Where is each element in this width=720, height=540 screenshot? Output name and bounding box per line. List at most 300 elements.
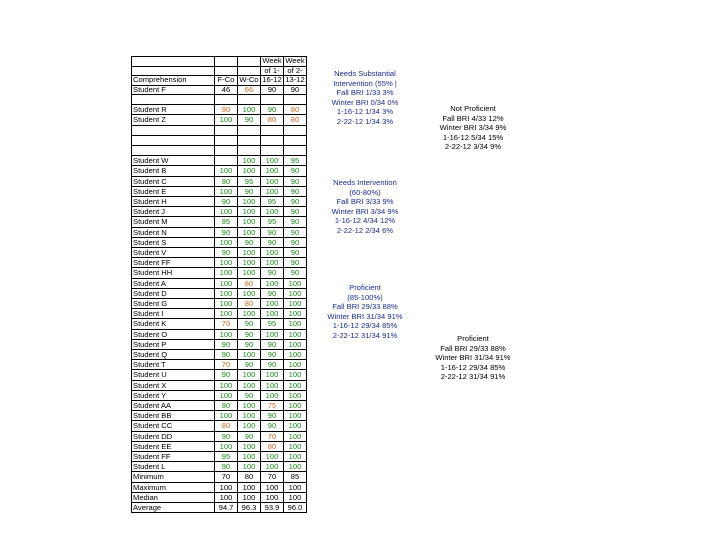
row-label: Student U (132, 370, 215, 380)
row-label (132, 66, 215, 76)
score-cell (215, 145, 238, 155)
score-cell: 100 (238, 105, 261, 115)
score-cell: 90 (284, 247, 307, 257)
score-cell (284, 145, 307, 155)
row-label: Student E (132, 186, 215, 196)
score-cell: F-Co (215, 76, 238, 86)
score-cell: 100 (215, 166, 238, 176)
score-cell: 96.3 (238, 503, 261, 513)
score-cell: 100 (238, 247, 261, 257)
score-cell: 70 (215, 472, 238, 482)
score-cell: 100 (261, 258, 284, 268)
score-cell: 100 (284, 421, 307, 431)
row-label: Student DD (132, 431, 215, 441)
score-cell: 90 (284, 207, 307, 217)
header-row (132, 85, 307, 95)
row-label (132, 95, 215, 105)
score-cell (238, 66, 261, 76)
table-row (132, 186, 307, 196)
row-label: Student Y (132, 390, 215, 400)
score-cell: 100 (215, 390, 238, 400)
score-cell (215, 135, 238, 145)
needs-substantial-box (322, 69, 408, 131)
box-line: 2-22-12 31/34 91% (440, 372, 506, 382)
score-cell: Week (285, 56, 305, 65)
score-cell: 90 (284, 196, 307, 206)
score-cell: 100 (261, 452, 284, 462)
score-cell: 100 (284, 390, 307, 400)
score-cell: 100 (261, 492, 284, 502)
score-cell: 100 (284, 339, 307, 349)
score-cell: 95 (261, 217, 284, 227)
box-line: (60-80%) (349, 187, 381, 197)
score-cell: 80 (238, 472, 261, 482)
score-cell: 100 (238, 207, 261, 217)
score-cell: 100 (284, 278, 307, 288)
score-cell: 90 (215, 431, 238, 441)
table-row (132, 196, 307, 206)
box-line: Needs Intervention (333, 178, 397, 187)
score-cell: 90 (215, 247, 238, 257)
score-cell: 95 (238, 176, 261, 186)
score-cell: 90 (261, 350, 284, 360)
row-label: Student BB (132, 411, 215, 421)
row-label: Student X (132, 380, 215, 390)
score-cell: 90 (261, 227, 284, 237)
row-label: Student S (132, 237, 215, 247)
row-label: Student HH (132, 268, 215, 278)
box-line: 1-16-12 29/34 85% (332, 321, 398, 331)
table-row (132, 401, 307, 411)
table-row (132, 237, 307, 247)
table-row (132, 431, 307, 441)
score-cell: 46 (215, 85, 238, 95)
score-cell: 80 (284, 105, 307, 115)
box-line: 1-16-12 4/34 12% (334, 216, 396, 226)
row-label: Student P (132, 339, 215, 349)
score-cell: 90 (284, 176, 307, 186)
score-cell: 90 (215, 196, 238, 206)
score-cell: 100 (261, 309, 284, 319)
score-cell: 96.0 (284, 503, 307, 513)
score-cell: 100 (261, 370, 284, 380)
row-label: Student FF (132, 452, 215, 462)
score-cell: 100 (238, 309, 261, 319)
score-cell: 100 (284, 462, 307, 472)
score-cell: 100 (261, 247, 284, 257)
score-cell: 100 (215, 258, 238, 268)
blank-row (132, 95, 307, 105)
header-row (132, 66, 307, 76)
table-row (132, 329, 307, 339)
score-cell (215, 66, 238, 76)
box-line: Not Proficient (450, 104, 496, 113)
score-cell: 95 (284, 156, 307, 166)
score-cell: 80 (284, 115, 307, 125)
score-cell: 100 (284, 350, 307, 360)
score-cell: 90 (261, 288, 284, 298)
blank-row (132, 145, 307, 155)
score-cell: of 1- (261, 66, 284, 76)
score-cell: 100 (238, 411, 261, 421)
table-row (132, 227, 307, 237)
score-cell: 90 (261, 360, 284, 370)
box-line: Winter BRI 31/34 91% (435, 353, 511, 363)
score-cell: 100 (238, 227, 261, 237)
score-cell (284, 125, 307, 135)
box-line: 2-22-12 3/34 9% (444, 142, 502, 152)
box-line: 1-16-12 29/34 85% (440, 362, 506, 372)
table-row (132, 115, 307, 125)
score-cell: 100 (215, 492, 238, 502)
score-cell: 100 (284, 411, 307, 421)
score-cell: 90 (238, 319, 261, 329)
row-label: Student AA (132, 401, 215, 411)
score-cell: 13-12 (285, 75, 305, 84)
score-cell: 100 (238, 441, 261, 451)
score-cell: 16-12 (262, 75, 282, 84)
table-row (132, 370, 307, 380)
score-cell: 94.7 (215, 503, 238, 513)
score-cell: 90 (284, 85, 307, 95)
score-cell: 100 (284, 288, 307, 298)
score-cell: 90 (261, 85, 284, 95)
score-cell (238, 57, 261, 67)
score-cell: 90 (215, 105, 238, 115)
score-cell: 100 (261, 278, 284, 288)
score-cell: 100 (215, 309, 238, 319)
summary-row (132, 472, 307, 482)
row-label: Student C (132, 176, 215, 186)
row-label: Student I (132, 309, 215, 319)
table-row (132, 217, 307, 227)
table-row (132, 258, 307, 268)
score-cell (261, 95, 284, 105)
needs-intervention-box (322, 178, 408, 240)
row-label: Student N (132, 227, 215, 237)
table-row (132, 268, 307, 278)
score-cell: 70 (261, 431, 284, 441)
proficient-summary-box (424, 334, 522, 384)
score-cell (238, 145, 261, 155)
box-line: (85-100%) (347, 292, 383, 302)
score-cell: 100 (284, 329, 307, 339)
score-cell: 100 (284, 370, 307, 380)
row-label: Student CC (132, 421, 215, 431)
score-cell: 100 (238, 380, 261, 390)
score-cell: 90 (215, 462, 238, 472)
summary-row (132, 482, 307, 492)
score-cell: 100 (284, 441, 307, 451)
score-cell: 100 (261, 390, 284, 400)
score-cell: 90 (284, 237, 307, 247)
score-cell: 80 (261, 441, 284, 451)
score-cell: 90 (238, 186, 261, 196)
student-scores-table (131, 56, 307, 513)
table-row (132, 176, 307, 186)
score-cell: 100 (261, 166, 284, 176)
table-row (132, 452, 307, 462)
score-cell: 100 (215, 411, 238, 421)
score-cell: 100 (238, 217, 261, 227)
row-label: Student T (132, 360, 215, 370)
score-cell: 100 (284, 319, 307, 329)
summary-row (132, 492, 307, 502)
row-label: Comprehension (132, 76, 215, 86)
row-label (132, 135, 215, 145)
score-cell: 100 (238, 268, 261, 278)
score-cell (261, 125, 284, 135)
score-cell: 100 (238, 452, 261, 462)
row-label: Student F (132, 85, 215, 95)
box-line: 2-22-12 1/34 3% (336, 116, 394, 126)
score-cell: of 2- (284, 66, 307, 76)
row-label: Student A (132, 278, 215, 288)
row-label: Average (132, 503, 215, 513)
row-label: Student O (132, 329, 215, 339)
score-cell (238, 135, 261, 145)
score-cell: 90 (284, 268, 307, 278)
header-row (132, 57, 307, 67)
score-cell: 90 (261, 411, 284, 421)
row-label: Student D (132, 288, 215, 298)
score-cell: 100 (238, 492, 261, 502)
score-cell: 93.9 (261, 503, 284, 513)
score-cell: 100 (238, 196, 261, 206)
score-cell: 90 (215, 370, 238, 380)
table-row (132, 105, 307, 115)
score-cell: 90 (284, 227, 307, 237)
score-cell (238, 95, 261, 105)
score-cell: 100 (284, 482, 307, 492)
box-line: 2-22-12 31/34 91% (332, 330, 398, 340)
score-cell (284, 135, 307, 145)
table-row (132, 299, 307, 309)
row-label: Student B (132, 166, 215, 176)
score-cell: 90 (215, 350, 238, 360)
score-cell: 100 (238, 401, 261, 411)
box-line: Winter BRI 0/34 0% (331, 97, 399, 107)
row-label: Student M (132, 217, 215, 227)
row-label (132, 145, 215, 155)
score-cell: 90 (215, 401, 238, 411)
box-line: Needs Substantial (334, 69, 396, 78)
box-line: Fall BRI 29/33 88% (332, 302, 398, 312)
score-cell: 80 (238, 278, 261, 288)
box-line: Fall BRI 4/33 12% (442, 113, 504, 123)
score-cell: 90 (284, 166, 307, 176)
table-row (132, 441, 307, 451)
blank-row (132, 125, 307, 135)
score-cell: 90 (261, 237, 284, 247)
score-cell: 100 (284, 492, 307, 502)
score-cell: 90 (261, 268, 284, 278)
score-cell: 100 (215, 441, 238, 451)
table-row (132, 462, 307, 472)
box-line: Fall BRI 1/33 3% (336, 88, 394, 98)
score-cell: 90 (261, 105, 284, 115)
score-cell: 90 (284, 258, 307, 268)
row-label: Median (132, 492, 215, 502)
table-row (132, 380, 307, 390)
table-row (132, 339, 307, 349)
score-cell: 70 (215, 360, 238, 370)
score-cell: 100 (261, 207, 284, 217)
score-cell: 100 (215, 288, 238, 298)
score-cell: 90 (238, 360, 261, 370)
score-cell: 100 (238, 258, 261, 268)
row-label: Student V (132, 247, 215, 257)
score-cell: 100 (215, 329, 238, 339)
score-cell: 100 (261, 482, 284, 492)
score-cell: 100 (215, 268, 238, 278)
score-cell: 100 (215, 278, 238, 288)
score-cell (215, 57, 238, 67)
table-row (132, 390, 307, 400)
score-cell: 100 (284, 309, 307, 319)
row-label: Student L (132, 462, 215, 472)
row-label: Student Q (132, 350, 215, 360)
score-cell: 100 (238, 288, 261, 298)
score-cell: 90 (215, 176, 238, 186)
header-row (132, 76, 307, 86)
score-cell: 90 (284, 186, 307, 196)
score-cell: 100 (284, 431, 307, 441)
score-cell (261, 135, 284, 145)
row-label: Student EE (132, 441, 215, 451)
score-cell (261, 145, 284, 155)
score-cell (215, 95, 238, 105)
row-label: Student FF (132, 258, 215, 268)
score-cell: 100 (284, 452, 307, 462)
score-cell (238, 125, 261, 135)
score-cell: 100 (261, 380, 284, 390)
box-line: 1-16-12 1/34 3% (336, 107, 394, 117)
score-cell: 70 (261, 472, 284, 482)
score-cell: 100 (284, 360, 307, 370)
score-cell: 100 (238, 462, 261, 472)
score-cell: 95 (261, 196, 284, 206)
score-cell: Week (262, 56, 282, 65)
score-cell: 95 (261, 319, 284, 329)
row-label: Student Z (132, 115, 215, 125)
score-cell: 100 (238, 482, 261, 492)
box-line: 2-22-12 2/34 6% (336, 225, 394, 235)
box-line: Fall BRI 29/33 88% (440, 343, 506, 353)
score-cell: 100 (238, 370, 261, 380)
score-cell: 100 (215, 482, 238, 492)
score-cell: 90 (238, 339, 261, 349)
score-cell: 95 (215, 452, 238, 462)
row-label: Minimum (132, 472, 215, 482)
table-row (132, 309, 307, 319)
table-row (132, 411, 307, 421)
score-cell: W-Co (239, 75, 259, 84)
table-row (132, 421, 307, 431)
table-row (132, 156, 307, 166)
score-cell: 90 (215, 227, 238, 237)
table-row (132, 360, 307, 370)
box-line: Proficient (457, 334, 489, 343)
box-line: Proficient (349, 283, 381, 292)
score-cell: 100 (261, 186, 284, 196)
row-label: Student H (132, 196, 215, 206)
row-label (132, 57, 215, 67)
score-cell: 70 (215, 319, 238, 329)
score-cell: 100 (284, 380, 307, 390)
table-row (132, 247, 307, 257)
proficient-box (322, 283, 408, 345)
row-label: Student W (132, 156, 215, 166)
score-cell: 100 (215, 207, 238, 217)
score-cell: 85 (284, 472, 307, 482)
table-row (132, 278, 307, 288)
score-cell: 90 (238, 431, 261, 441)
blank-row (132, 135, 307, 145)
score-cell: 100 (261, 176, 284, 186)
score-cell (215, 156, 238, 166)
score-cell: 90 (261, 339, 284, 349)
table-row (132, 207, 307, 217)
score-cell: 100 (238, 166, 261, 176)
table-row (132, 350, 307, 360)
score-cell: 80 (261, 115, 284, 125)
box-line: Winter BRI 3/34 9% (439, 123, 507, 133)
score-cell: 90 (238, 115, 261, 125)
row-label: Student G (132, 299, 215, 309)
score-cell: 100 (238, 156, 261, 166)
score-cell: 100 (215, 380, 238, 390)
score-cell: 100 (284, 299, 307, 309)
summary-row (132, 503, 307, 513)
score-cell: 100 (284, 401, 307, 411)
score-cell: 100 (215, 186, 238, 196)
row-label (132, 125, 215, 135)
table-row (132, 319, 307, 329)
score-cell: 90 (215, 339, 238, 349)
score-cell: 100 (238, 350, 261, 360)
box-line: 1-16-12 5/34 15% (442, 132, 504, 142)
score-cell: 100 (238, 421, 261, 431)
score-cell: 90 (238, 237, 261, 247)
score-cell: 100 (261, 329, 284, 339)
score-cell: 75 (261, 401, 284, 411)
score-cell: 66 (238, 85, 261, 95)
score-cell: 100 (261, 462, 284, 472)
box-line: Winter BRI 3/34 9% (331, 206, 399, 216)
score-cell: 100 (215, 237, 238, 247)
row-label: Student J (132, 207, 215, 217)
score-cell: 100 (261, 156, 284, 166)
table-row (132, 288, 307, 298)
row-label: Student K (132, 319, 215, 329)
score-cell: 80 (215, 421, 238, 431)
row-label: Maximum (132, 482, 215, 492)
score-cell: 90 (238, 390, 261, 400)
score-cell (215, 125, 238, 135)
score-cell: 100 (261, 299, 284, 309)
row-label: Student R (132, 105, 215, 115)
box-line: Winter BRI 31/34 91% (327, 311, 403, 321)
score-cell: 100 (215, 299, 238, 309)
score-cell: 95 (215, 217, 238, 227)
not-proficient-box (424, 104, 522, 154)
score-cell: 80 (238, 299, 261, 309)
score-cell: 90 (238, 329, 261, 339)
table-row (132, 166, 307, 176)
score-cell: 90 (261, 421, 284, 431)
score-cell (284, 95, 307, 105)
